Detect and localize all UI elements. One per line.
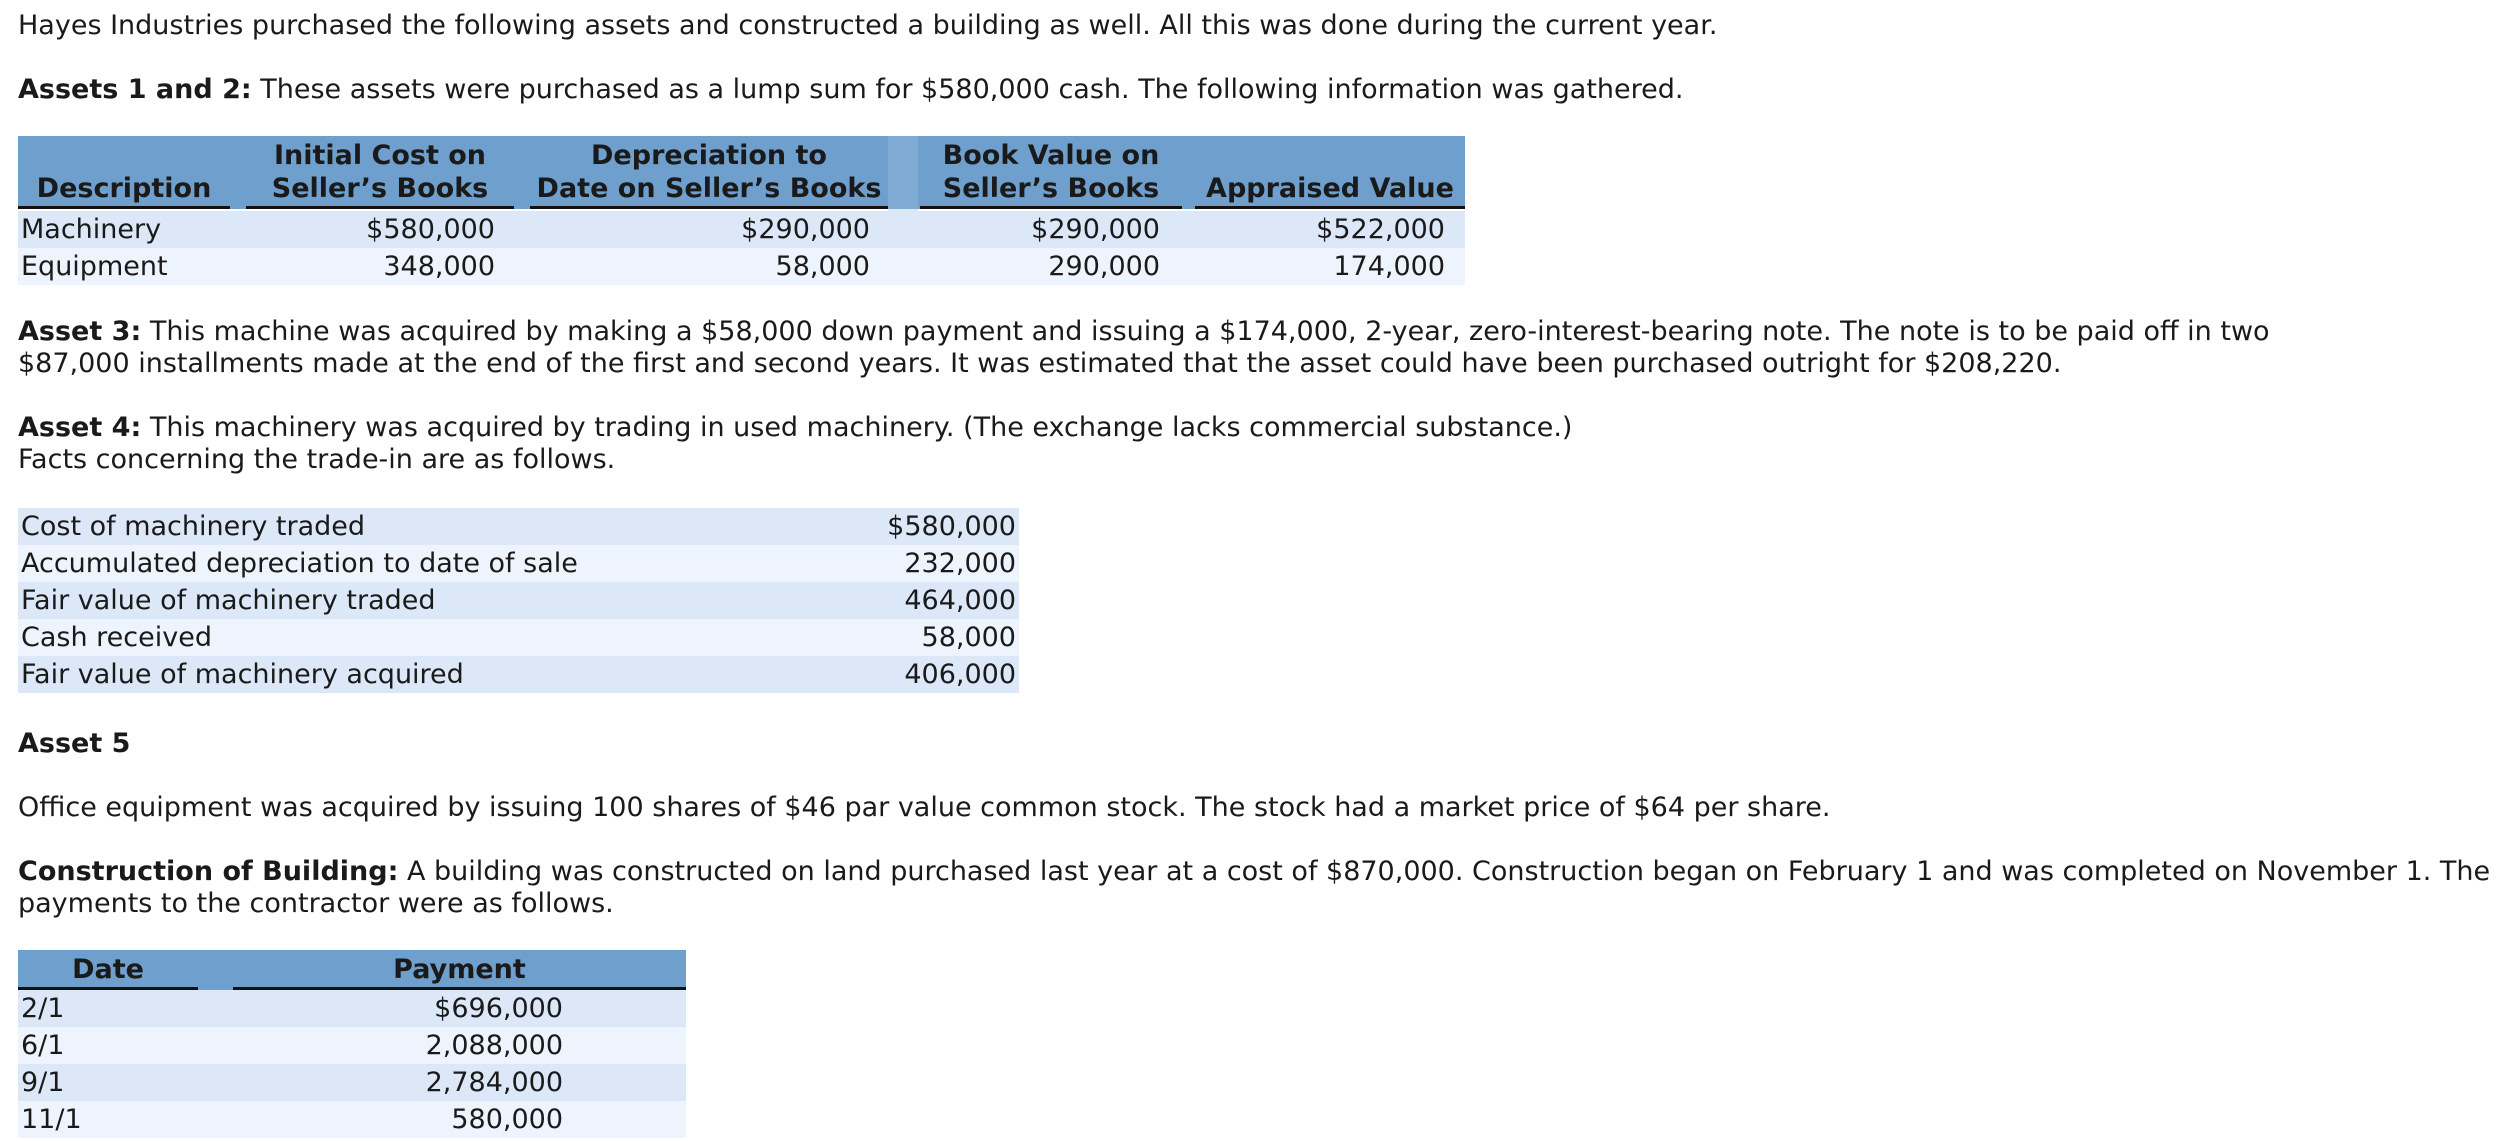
assets-1-2-heading: Assets 1 and 2: (18, 74, 252, 105)
table-row (18, 619, 1019, 656)
header-initial-cost (246, 139, 514, 209)
payment-amount: 580,000 (451, 1104, 563, 1135)
header-initial-cost-line2: Seller’s Books (271, 173, 489, 204)
intro-text: Hayes Industries purchased the following assets and constructed a building as well. All this was done during the current year. (18, 10, 1718, 41)
payment-date: 9/1 (21, 1067, 65, 1098)
payments-table-header (18, 950, 686, 990)
header-initial-cost-line1: Initial Cost on (273, 140, 487, 171)
header-description: Description (18, 172, 230, 209)
asset-5-text: Office equipment was acquired by issuing 100 shares of $46 par value common stock. The stock had a market price of $64 per share. (18, 792, 1831, 823)
header-depreciation-line1: Depreciation to (591, 140, 827, 171)
trade-in-value: 232,000 (904, 548, 1016, 579)
construction-text-line1: A building was constructed on land purchased last year at a cost of $870,000. Construction began on February 1 and was completed on November 1. The (398, 856, 2491, 887)
cell-description: Equipment (21, 251, 168, 282)
asset-5-heading: Asset 5 (18, 728, 131, 759)
asset-3-heading: Asset 3: (18, 316, 142, 347)
assets-1-2-text: These assets were purchased as a lump sum for $580,000 cash. The following information was gathered. (251, 74, 1684, 105)
table-row (18, 1027, 686, 1064)
construction-heading: Construction of Building: (18, 856, 399, 887)
table-row (18, 582, 1019, 619)
trade-in-label: Fair value of machinery traded (21, 585, 436, 616)
trade-in-label: Fair value of machinery acquired (21, 659, 464, 690)
header-date: Date (18, 953, 198, 990)
table-row (18, 211, 1465, 248)
trade-in-label: Accumulated depreciation to date of sale (21, 548, 578, 579)
trade-in-value: 58,000 (921, 622, 1016, 653)
asset-3-text-line1: This machine was acquired by making a $58,000 down payment and issuing a $174,000, 2-year, zero-interest-bearing note. The note is to be paid off in two (141, 316, 2270, 347)
header-payment: Payment (233, 953, 686, 990)
cell-initial-cost: $580,000 (366, 214, 495, 245)
header-book-value-line2: Seller’s Books (942, 173, 1160, 204)
payment-date: 2/1 (21, 993, 65, 1024)
assets-table-header (18, 136, 1465, 209)
asset-4-heading: Asset 4: (18, 412, 142, 443)
table-row (18, 1101, 686, 1138)
cell-book-value: 290,000 (1048, 251, 1160, 282)
cell-depreciation: 58,000 (775, 251, 870, 282)
table-row (18, 248, 1465, 285)
header-book-value-line1: Book Value on (942, 140, 1160, 171)
cell-appraised-value: $522,000 (1316, 214, 1445, 245)
trade-in-label: Cost of machinery traded (21, 511, 366, 542)
cell-description: Machinery (21, 214, 162, 245)
construction-text-line2: payments to the contractor were as follows. (18, 888, 614, 919)
asset-4-text-line2: Facts concerning the trade-in are as follows. (18, 444, 616, 475)
asset-4-text-line1: This machinery was acquired by trading in used machinery. (The exchange lacks commercial substance.) (141, 412, 1573, 443)
header-book-value (920, 139, 1182, 209)
payment-amount: 2,784,000 (425, 1067, 563, 1098)
asset-3-text-line2: $87,000 installments made at the end of the first and second years. It was estimated that the asset could have been purchased outright for $208,220. (18, 348, 2062, 379)
trade-in-label: Cash received (21, 622, 212, 653)
table-row (18, 545, 1019, 582)
asset-3-paragraph (18, 316, 2270, 380)
construction-paragraph (18, 856, 2490, 920)
payment-amount: 2,088,000 (425, 1030, 563, 1061)
trade-in-value: 464,000 (904, 585, 1016, 616)
cell-appraised-value: 174,000 (1333, 251, 1445, 282)
assets-1-2-paragraph (18, 74, 1683, 106)
payment-amount: $696,000 (434, 993, 563, 1024)
table-row (18, 990, 686, 1027)
header-depreciation-line2: Date on Seller’s Books (536, 173, 882, 204)
header-appraised-value: Appraised Value (1195, 172, 1465, 209)
payment-date: 6/1 (21, 1030, 65, 1061)
payment-date: 11/1 (21, 1104, 82, 1135)
table-row (18, 656, 1019, 693)
trade-in-value: 406,000 (904, 659, 1016, 690)
asset-4-paragraph (18, 412, 1572, 476)
table-row (18, 1064, 686, 1101)
table-row (18, 508, 1019, 545)
header-depreciation (530, 139, 888, 209)
trade-in-value: $580,000 (887, 511, 1016, 542)
cell-initial-cost: 348,000 (383, 251, 495, 282)
cell-depreciation: $290,000 (741, 214, 870, 245)
cell-book-value: $290,000 (1031, 214, 1160, 245)
